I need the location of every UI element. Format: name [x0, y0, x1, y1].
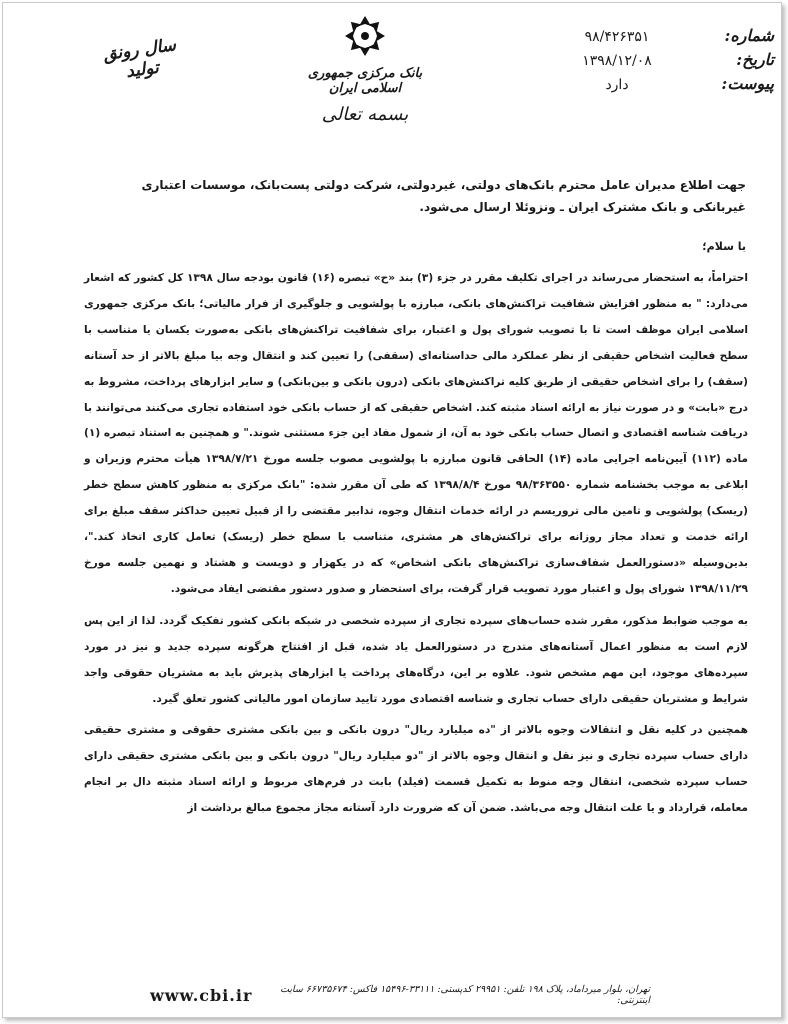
letter-meta	[524, 26, 774, 98]
central-bank-logo-icon	[343, 14, 387, 58]
letter-attachment-value: دارد	[605, 77, 629, 93]
salutation: با سلام؛	[702, 240, 746, 253]
bank-letterhead	[290, 14, 440, 125]
recipients-line: جهت اطلاع مدیران عامل محترم بانک‌های دولتی، غیردولتی، شرکت دولتی پست‌بانک، موسسات اعتباری غیربانکی و بانک مشترک ایران ـ ونزوئلا ارسال می‌شود.	[141, 178, 746, 214]
letter-date-row	[524, 50, 774, 74]
letter-number-value: ۹۸/۴۲۶۳۵۱	[584, 29, 650, 45]
letter-attachment-row	[524, 74, 774, 98]
year-slogan: سال رونق تولید	[102, 35, 178, 83]
department-signature: بسمه تعالی	[321, 104, 409, 125]
letter-attachment-label: پیوست:	[721, 74, 774, 93]
letter-body	[84, 266, 748, 822]
letter-date-label: تاریخ:	[736, 50, 774, 69]
bank-name: بانک مرکزی جمهوری اسلامی ایران	[307, 66, 423, 96]
website-link[interactable]: www.cbi.ir	[150, 985, 253, 1005]
letter-date-value: ۱۳۹۸/۱۲/۰۸	[582, 53, 652, 69]
body-paragraph: همچنین در کلیه نقل و انتقالات وجوه بالاتر از "ده میلیارد ریال" درون بانکی و بین بانکی مشتری حقوقی و مشتری حقیقی دارای حساب سپرده تجاری و نیز نقل و انتقال وجوه بالاتر از "دو میلیارد ریال" درون بانکی و بین بانکی مشتری حقیقی دارای حساب سپرده شخصی، انتقال وجه منوط به تکمیل قسمت (فیلد) بابت در فرم‌های مربوط و ارائه اسناد مثبته دال بر انجام معامله، قرارداد و یا علت انتقال وجه می‌باشد. ضمن آن که ضرورت دارد آستانه مجاز مجموع مبالغ برداشت از	[84, 724, 748, 815]
body-paragraph: احتراماً، به استحضار می‌رساند در اجرای تکلیف مقرر در جزء (۳) بند «ح» تبصره (۱۶) قانون بودجه سال ۱۳۹۸ کل کشور که اشعار می‌دارد: " به منظور افزایش شفافیت تراکنش‌های بانکی، مبارزه با پولشویی و جلوگیری از فرار مالیاتی؛ بانک مرکزی جمهوری اسلامی ایران موظف است تا با تصویب شورای پول و اعتبار، برای شفافیت تراکنش‌های بانکی به‌صورت یکسان یا متناسب با سطح فعالیت اشخاص حقیقی از نظر عملکرد مالی حداستانه‌ای (سقفی) را تعیین کند و انتقال وجه بیا مبلغ بالاتر از حد آستانه (سقف) را برای اشخاص حقیقی از طریق کلیه تراکنش‌های بانکی (درون بانکی و بین‌بانکی) و سایر ابزارهای پرداخت، مشروط به درج «بابت» و در صورت نیاز به ارائه اسناد مثبته کند. اشخاص حقیقی که از حساب بانکی خود استفاده تجاری می‌کنند می‌توانند با دریافت شناسه اقتصادی و اتصال حساب بانکی خود به آن، از شمول مفاد این جزء مستثنی شوند." و همچنین به استناد تبصره (۱) ماده (۱۱۲) آیین‌نامه اجرایی ماده (۱۴) الحاقی قانون مبارزه با پولشویی مصوب جلسه مورخ ۱۳۹۸/۷/۲۱ هیأت محترم وزیران و ابلاغی به موجب بخشنامه شماره ۹۸/۳۶۳۵۵۰ مورخ ۱۳۹۸/۸/۴ که طی آن مقرر شده: "بانک مرکزی به منظور کاهش سطح خطر (ریسک) پولشویی و تامین مالی تروریسم در ارائه خدمات انتقال وجوه، تدابیر مقتضی را از قبیل تعیین حداکثر سقف مبلغ برای ارائه خدمت و تعداد مجاز روزانه برای تراکنش‌های هر مشتری، متناسب با سطح خطر (ریسک) تعامل کاری اتخاذ کند."، بدین‌وسیله «دستورالعمل شفاف‌سازی تراکنش‌های بانکی اشخاص» که در یکهزار و دویست و هشتاد و نهمین جلسه مورخ ۱۳۹۸/۱۱/۲۹ شورای پول و اعتبار مورد تصویب قرار گرفت، برای استحضار و صدور دستور مقتضی ایفاد می‌شود.	[84, 272, 749, 595]
body-paragraph: به موجب ضوابط مذکور، مقرر شده حساب‌های سپرده تجاری از سپرده شخصی در شبکه بانکی کشور تفکیک گردد. لذا از این پس لازم است به منظور اعمال آستانه‌های متدرج در دستورالعمل یاد شده، قبل از افتتاح هرگونه سپرده جدید و نیز در مورد سپرده‌های موجود، این مهم مشخص شود. علاوه بر این، درگاه‌های پرداخت یا ابزارهای پذیرش باید به مشتریان حقوقی واجد شرایط و مشتریان حقیقی دارای حساب تجاری و شناسه اقتصادی مورد تایید سازمان امور مالیاتی کشور تعلق گیرد.	[84, 614, 748, 705]
letter-footer	[150, 982, 650, 1008]
postal-address: تهران، بلوار میرداماد، پلاک ۱۹۸ تلفن: ۲۹۹۵۱ کدپستی: ۳۳۱۱۱-۱۵۴۹۶ فاکس: ۶۶۷۳۵۶۷۴ سایت اینترنتی:	[280, 984, 650, 1006]
letter-number-row	[524, 26, 774, 50]
letter-number-label: شماره:	[724, 26, 774, 45]
